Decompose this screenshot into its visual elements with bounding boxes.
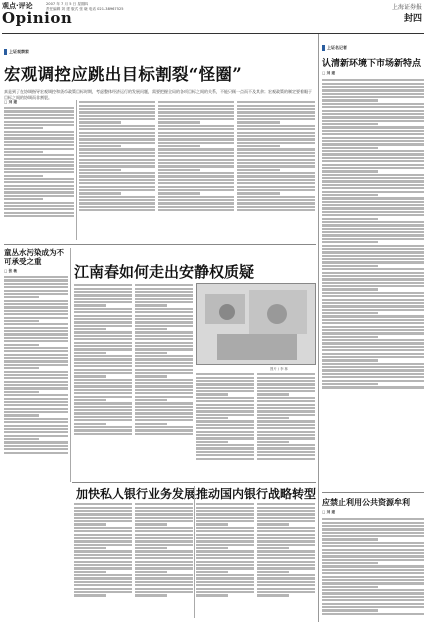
lead-tag: 上证观察家	[4, 49, 29, 55]
column-divider	[194, 486, 195, 618]
right-bottom-author: □ 刘 建	[322, 510, 336, 514]
lead-body-text	[158, 101, 234, 211]
right-bottom-body	[322, 517, 424, 622]
middle-column-2	[135, 283, 193, 479]
middle-column-4	[257, 372, 315, 480]
right-top-text	[322, 79, 424, 388]
masthead-right	[392, 2, 422, 24]
left-box	[4, 248, 68, 482]
lead-dek: 真是到了在协调指导宏观调控和货币政策目标时期，考虑整体经济运行的发展问题，需要把握全局的各项目标之间的关系，不能只顾一点而不及其余；宏观政策的制定要着眼于目标之间的协调而非割裂。	[4, 89, 312, 100]
lead-body-text	[4, 107, 74, 217]
right-top-body	[322, 78, 424, 488]
section-divider	[4, 244, 316, 245]
left-box-text	[4, 276, 68, 454]
lead-title: 宏观调控应跳出目标割裂“怪圈”	[4, 65, 242, 84]
masthead-info	[46, 2, 306, 12]
section-en: Opinion	[2, 9, 73, 27]
right-column	[318, 34, 424, 622]
bottom-body-text	[196, 503, 254, 596]
right-top-author: □ 刘 建	[322, 71, 336, 75]
bottom-left-title: 加快私人银行业务发展	[76, 487, 197, 501]
masthead	[0, 0, 426, 34]
bottom-column-4	[257, 502, 315, 618]
left-box-title: 童丛水污染成为不可承受之重	[4, 248, 64, 266]
right-divider	[322, 492, 424, 493]
section-name: 观点·评论	[2, 2, 33, 10]
bottom-column-3	[196, 502, 254, 618]
lead-column-2	[79, 100, 155, 240]
right-tag: 上证名记者	[322, 45, 347, 51]
bottom-column-2	[135, 502, 193, 618]
middle-body-text	[135, 284, 193, 435]
issue-date: 2007 年 7 月 5 日 星期四	[46, 2, 89, 6]
page-label: 封四	[403, 14, 422, 24]
lead-article-header	[4, 38, 314, 105]
right-bottom-title: 应禁止利用公共资源牟利	[322, 497, 410, 507]
editor-line: 责任编辑 刘 建 版式 张 晓 电话 021-38967525	[46, 7, 124, 11]
middle-body-text	[196, 373, 254, 460]
right-bottom-text	[322, 518, 424, 615]
middle-column-3	[196, 372, 254, 480]
article-photo	[196, 283, 316, 365]
section-divider	[72, 482, 316, 483]
lead-column-1	[4, 100, 74, 240]
middle-body-text	[74, 284, 132, 435]
photo-caption: 图片 / 李 林	[270, 367, 288, 371]
middle-title: 江南春如何走出安静权质疑	[74, 263, 255, 281]
lead-body-text	[79, 101, 155, 211]
bottom-column-1	[74, 502, 132, 618]
middle-column-1	[74, 283, 132, 479]
column-divider	[76, 100, 77, 240]
lead-author: □ 刘 建	[4, 100, 18, 104]
photo-illustration	[197, 284, 316, 365]
bottom-body-text	[257, 503, 315, 596]
bottom-body-text	[74, 503, 132, 596]
lead-column-3	[158, 100, 234, 240]
bottom-right-title: 推动国内银行战略转型	[196, 487, 317, 501]
left-box-author: □ 张 敏	[4, 269, 18, 273]
right-top-title: 认清新环境下市场新特点	[322, 59, 422, 69]
column-divider	[70, 248, 71, 482]
middle-body-text	[257, 373, 315, 460]
paper-name: 上海证券报	[391, 4, 422, 11]
lead-body-text	[237, 101, 315, 211]
lead-column-4	[237, 100, 315, 240]
bottom-body-text	[135, 503, 193, 596]
